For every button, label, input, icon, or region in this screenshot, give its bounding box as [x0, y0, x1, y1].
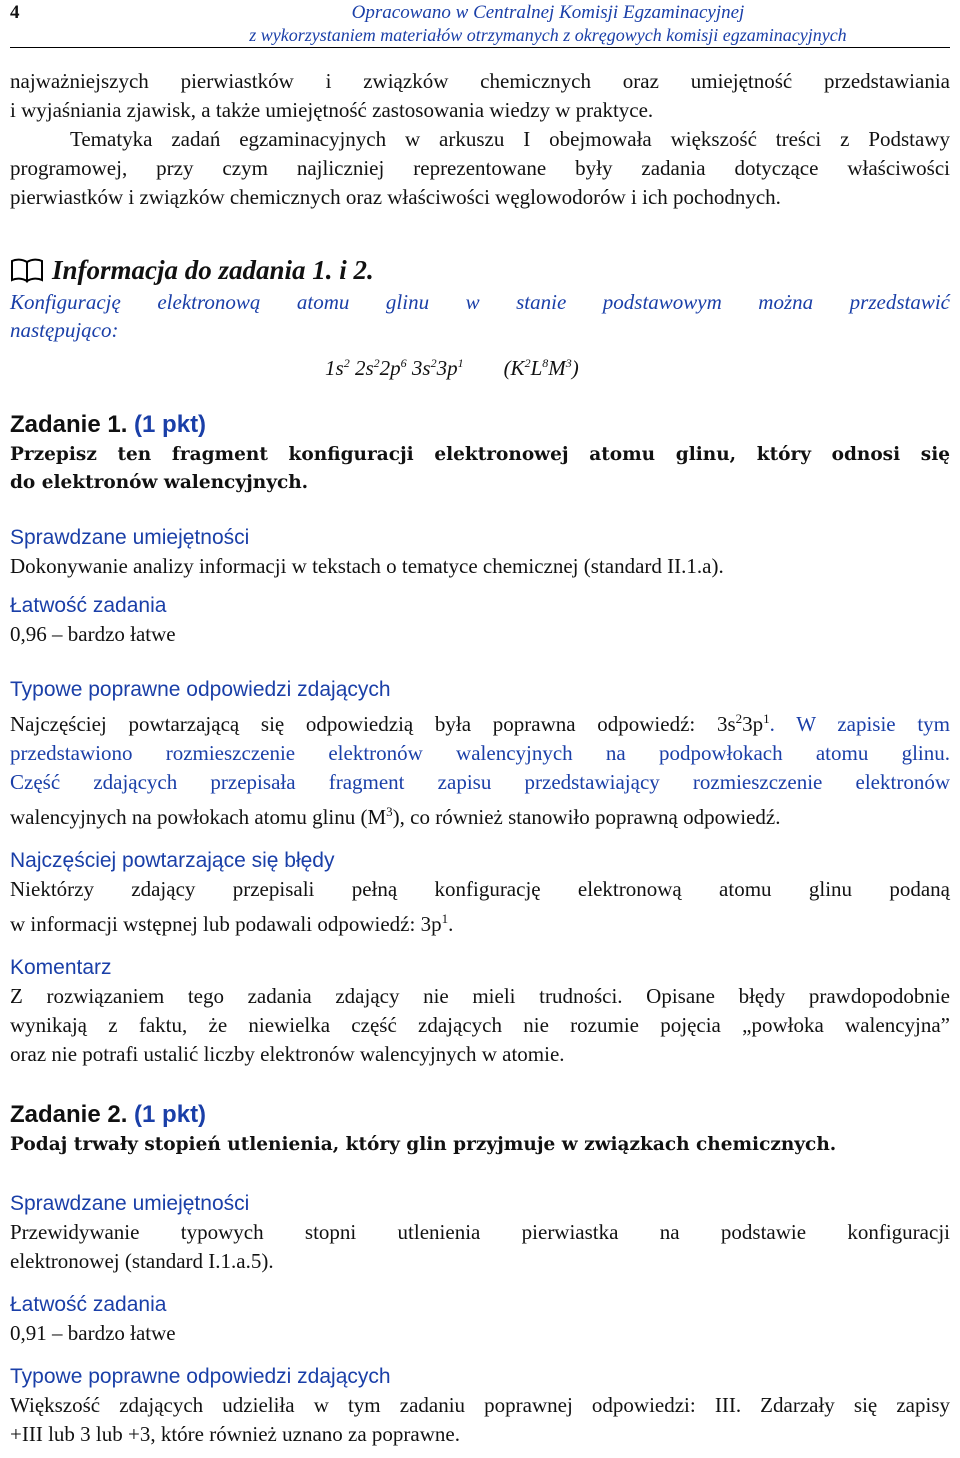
intro-line: najważniejszych pierwiastków i związków chemicznych oraz umiejętność przedstawiania: [10, 69, 950, 93]
task1-comment-text: oraz nie potrafi ustalić liczby elektronów walencyjnych w atomie.: [10, 1042, 565, 1066]
info-text: następująco:: [10, 318, 119, 342]
book-icon: [10, 257, 44, 283]
task2-ease-text: 0,91 – bardzo łatwe: [10, 1321, 176, 1345]
task2-typical-heading: Typowe poprawne odpowiedzi zdających: [10, 1365, 391, 1388]
task1-comment-text: wynikają z faktu, że niewielka część zdających nie rozumie pojęcia „powłoka walencyjna”: [10, 1013, 950, 1037]
task1-errors-text: w informacji wstępnej lub podawali odpowiedź: $3p^1$.: [10, 911, 454, 936]
task1-typical-text: Najczęściej powtarzającą się odpowiedzią była poprawna odpowiedź: $3s^23p^1$. W zapisie tym: [10, 711, 950, 736]
task2-skills-text: elektronowej (standard I.1.a.5).: [10, 1249, 274, 1273]
intro-line: pierwiastków i związków chemicznych oraz właściwości węglowodorów i ich pochodnych.: [10, 185, 781, 209]
electron-configuration: $1s^2$ $2s^22p^6$ $3s^23p^1$ $(K^2L^8M^3)$: [325, 356, 579, 380]
task1-ease-heading: Łatwość zadania: [10, 594, 167, 617]
info-heading: [10, 252, 950, 288]
task1-comment-text: Z rozwiązaniem tego zadania zdający nie mieli trudności. Opisane błędy prawdopodobnie: [10, 984, 950, 1008]
header-title: [148, 1, 948, 47]
task2-question: Podaj trwały stopień utlenienia, który glin przyjmuje w związkach chemicznych.: [10, 1134, 837, 1155]
task1-points: (1 pkt): [134, 411, 207, 438]
task2-typical-text: Większość zdających udzieliła w tym zadaniu poprawnej odpowiedzi: III. Zdarzały się zapisy: [10, 1393, 950, 1417]
task2-skills-heading: Sprawdzane umiejętności: [10, 1192, 250, 1215]
task1-skills-heading: Sprawdzane umiejętności: [10, 526, 250, 549]
task1-errors-heading: Najczęściej powtarzające się błędy: [10, 849, 335, 872]
page-header: [0, 0, 960, 46]
document-body: [10, 67, 950, 1449]
task1-skills-text: Dokonywanie analizy informacji w tekstach o tematyce chemicznej (standard II.1.a).: [10, 554, 724, 578]
task2-points: (1 pkt): [134, 1101, 207, 1128]
page-number: 4: [10, 2, 20, 23]
intro-line: programowej, przy czym najliczniej reprezentowane były zadania dotyczące właściwości: [10, 156, 950, 180]
task1-errors-text: Niektórzy zdający przepisali pełną konfigurację elektronową atomu glinu podaną: [10, 877, 950, 901]
task1-typical-text: Część zdających przepisała fragment zapisu przedstawiający rozmieszczenie elektronów: [10, 770, 950, 794]
info-text: Konfigurację elektronową atomu glinu w stanie podstawowym można przedstawić: [10, 290, 950, 314]
task1-typical-text: walencyjnych na powłokach atomu glinu $(M^3)$, co również stanowiło poprawną odpowiedź.: [10, 804, 781, 829]
task1-title: Zadanie 1. (1 pkt): [10, 411, 207, 438]
task2-skills-text: Przewidywanie typowych stopni utlenienia pierwiastka na podstawie konfiguracji: [10, 1220, 950, 1244]
task2-title: Zadanie 2. (1 pkt): [10, 1101, 207, 1128]
task1-comment-heading: Komentarz: [10, 956, 112, 979]
intro-line: Tematyka zadań egzaminacyjnych w arkuszu I obejmowała większość treści z Podstawy: [70, 127, 950, 151]
header-title-line1: Opracowano w Centralnej Komisji Egzaminacyjnej: [351, 2, 745, 23]
intro-line: i wyjaśniania zjawisk, a także umiejętność zastosowania wiedzy w praktyce.: [10, 98, 654, 122]
task2-typical-text: +III lub 3 lub +3, które również uznano za poprawne.: [10, 1422, 460, 1446]
task1-typical-text: przedstawiono rozmieszczenie elektronów walencyjnych na podpowłokach atomu glinu.: [10, 741, 950, 765]
info-title: Informacja do zadania 1. i 2.: [52, 255, 374, 285]
task1-ease-text: 0,96 – bardzo łatwe: [10, 622, 176, 646]
task1-question: Przepisz ten fragment konfiguracji elektronowej atomu glinu, który odnosi się: [10, 444, 950, 465]
task2-ease-heading: Łatwość zadania: [10, 1293, 167, 1316]
header-title-line2: z wykorzystaniem materiałów otrzymanych z okręgowych komisji egzaminacyjnych: [249, 25, 847, 45]
task1-typical-heading: Typowe poprawne odpowiedzi zdających: [10, 678, 391, 701]
task1-question: do elektronów walencyjnych.: [10, 472, 309, 493]
header-rule: [10, 47, 950, 48]
